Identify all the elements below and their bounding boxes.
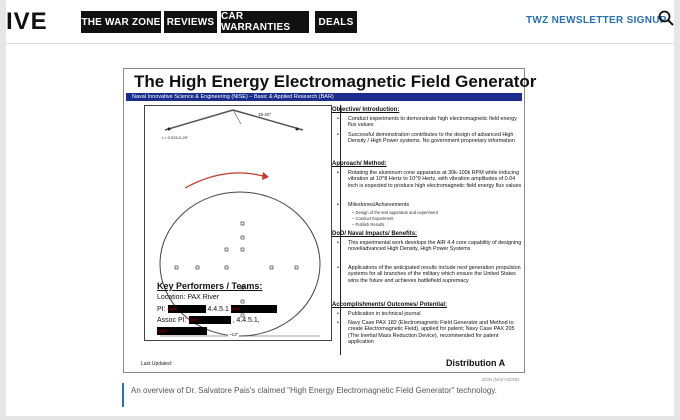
- accomplishments-bullet: • Navy Case PAX 182 (Electromagnetic Field Generator and Method to create Electromagnetic Field), applied for patent; Navy Case PAX 205 (The Inertial Mass Reduction Device), recommended for patent application: [334, 320, 522, 346]
- site-header: [6, 0, 674, 44]
- redaction-box: [157, 327, 207, 335]
- assoc-pi-line-2: [157, 327, 207, 335]
- assoc-pi-code: , 4.4.5.1,: [232, 316, 260, 324]
- slide-title: The High Energy Electromagnetic Field Generator: [134, 72, 537, 91]
- assoc-pi-line: [157, 316, 260, 324]
- assoc-pi-label: Assoc PI:: [157, 316, 187, 324]
- redaction-tag: (b)(6): [167, 306, 178, 311]
- pi-label: PI:: [157, 305, 166, 313]
- pi-line: [157, 305, 277, 313]
- caption-accent-bar: [122, 383, 124, 407]
- nav-reviews[interactable]: REVIEWS: [164, 11, 217, 33]
- search-icon[interactable]: [658, 10, 674, 26]
- redaction-tag: (b)(6): [188, 317, 199, 322]
- newsletter-signup-link[interactable]: TWZ NEWSLETTER SIGNUP: [526, 15, 667, 26]
- redaction-box: [189, 316, 231, 324]
- slide-subtitle-band: Naval Innovative Science & Engineering (NISE) – Basic & Applied Research (BAR): [126, 93, 522, 101]
- cone-angle-label: 15-20°: [258, 112, 272, 117]
- pi-code: 4.4.5.1: [207, 305, 229, 313]
- approach-sub-bullet: – Design of the test apparatus and experiment: [352, 210, 438, 215]
- approach-bullet: • Rotating the aluminum cone apparatus at 30k-100k RPM while inducing vibration at 10^8 Hertz to 10^9 Hertz, with vibration amplitudes of 0.04 inch is expected to produce high electromagnetic field energy flux values: [334, 170, 522, 189]
- nav-the-war-zone[interactable]: THE WAR ZONE: [81, 11, 161, 33]
- nav-deals[interactable]: DEALS: [315, 11, 357, 33]
- objective-bullet: • Successful demonstration contributes to the design of advanced High Density / High Power systems. No government proprietary information: [334, 132, 522, 145]
- accomplishments-bullet: • Publication in technical journal: [334, 311, 522, 317]
- diameter-label: ~13": [229, 332, 239, 337]
- slide-image: [123, 68, 537, 373]
- location-line: Location: PAX River: [157, 294, 220, 301]
- distribution-label: Distribution A: [446, 358, 506, 368]
- gap-label: t = 0.025-0.25": [162, 135, 189, 140]
- nav-car-warranties[interactable]: CAR WARRANTIES: [221, 11, 309, 33]
- last-updated-label: Last Updated:: [141, 361, 173, 367]
- impacts-bullet: • Applications of the anticipated results include next generation propulsion systems for all branches of the military which ensure the United States wins the future and achieves battlefield supremacy: [334, 265, 522, 284]
- image-caption: An overview of Dr. Salvatore Pais's claimed "High Energy Electromagnetic Field Generator" technology.: [131, 386, 497, 395]
- site-logo[interactable]: IVE: [6, 8, 48, 35]
- redaction-tag: (b)(6): [157, 328, 167, 333]
- accomplishments-heading: Accomplishments/ Outcomes/ Potential:: [332, 302, 448, 308]
- redaction-tag: (b)(6): [230, 306, 241, 311]
- approach-bullet: • Milestones/Achievements: [334, 202, 522, 208]
- impacts-heading: DoD/ Naval Impacts/ Benefits:: [332, 231, 418, 237]
- redaction-box: [231, 305, 277, 313]
- approach-heading: Approach/ Method:: [332, 161, 387, 167]
- approach-sub-bullet: – Publish Results: [352, 222, 384, 227]
- objective-bullet: • Conduct experiments to demonstrate high electromagnetic field energy flux values: [334, 116, 522, 129]
- objective-heading: Objective/ Introduction:: [332, 107, 400, 113]
- image-credit: DON (NAVY)/DOD: [482, 377, 520, 382]
- approach-sub-bullet: – Conduct Experiment: [352, 216, 393, 221]
- redaction-box: [168, 305, 206, 313]
- key-performers-title: Key Performers / Teams:: [157, 281, 263, 291]
- impacts-bullet: • This experimental work develops the AIR 4.4 core capability of designing novel/advanced High Density, High Power Systems: [334, 240, 522, 253]
